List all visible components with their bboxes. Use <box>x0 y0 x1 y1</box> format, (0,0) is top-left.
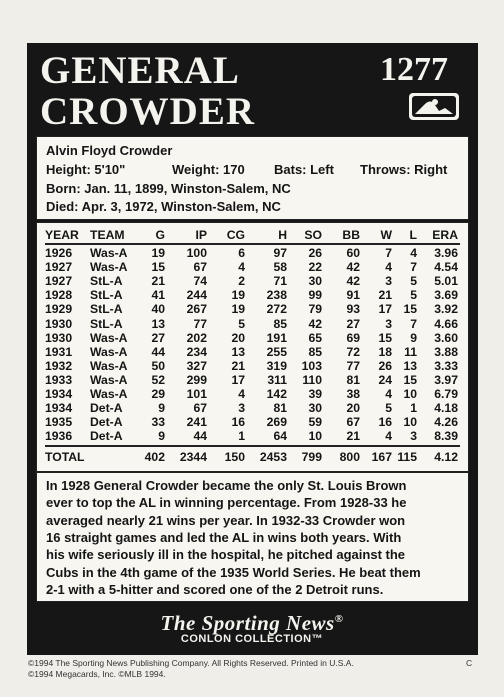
stat-cell: 5.01 <box>434 274 458 289</box>
bio-panel <box>36 136 469 220</box>
stat-cell: 402 <box>144 450 165 464</box>
collection-name: CONLON COLLECTION™ <box>180 633 324 645</box>
stat-cell: 1930 <box>45 330 73 345</box>
stat-cell: 15 <box>403 302 417 317</box>
stat-cell: IP <box>195 228 207 242</box>
summary-line: In 1928 General Crowder became the only St. Louis Brown <box>46 478 407 493</box>
stat-cell: 81 <box>273 401 287 416</box>
table-row <box>37 373 468 387</box>
stat-cell: Det-A <box>90 415 123 430</box>
stat-cell: 3.88 <box>434 344 458 359</box>
stat-cell: 9 <box>158 401 165 416</box>
brand-logo <box>0 608 504 634</box>
stat-cell: 69 <box>346 330 360 345</box>
stat-cell: 15 <box>151 260 165 275</box>
stat-cell: 18 <box>378 344 392 359</box>
stat-cell: 3 <box>385 316 392 331</box>
stat-cell: 1929 <box>45 302 73 317</box>
summary-line: averaged nearly 21 wins per year. In 1932-33 Crowder won <box>46 512 406 528</box>
stat-cell: 1936 <box>45 429 73 444</box>
stat-cell: 269 <box>266 415 287 430</box>
stat-cell: 1931 <box>45 344 73 359</box>
stat-cell: 150 <box>224 450 245 464</box>
summary-line: ever to top the AL in winning percentage. From 1928-33 he <box>46 495 407 511</box>
table-row <box>37 415 468 429</box>
stats-divider <box>45 243 460 245</box>
stat-cell: 1930 <box>45 316 73 331</box>
stat-cell: 4.12 <box>434 450 458 464</box>
stat-cell: 238 <box>266 288 287 303</box>
stat-cell: 1935 <box>45 415 73 430</box>
stat-cell: 244 <box>186 288 207 303</box>
died-value: Died: Apr. 3, 1972, Winston-Salem, NC <box>46 199 281 214</box>
stat-cell: 19 <box>231 288 245 303</box>
stat-cell: 52 <box>151 372 165 387</box>
stat-cell: L <box>409 228 417 242</box>
corner-code: C <box>466 658 473 668</box>
stat-cell: 142 <box>266 387 287 401</box>
copyright-line-2: ©1994 Megacards, Inc. ©MLB 1994. <box>28 669 166 679</box>
stat-cell: 7 <box>410 260 417 275</box>
stats-table <box>36 222 469 472</box>
stat-cell: 33 <box>151 415 165 430</box>
stat-cell: 21 <box>231 358 245 373</box>
stat-cell: 6 <box>238 246 245 260</box>
stat-cell: 39 <box>308 387 322 401</box>
career-summary <box>36 472 469 602</box>
stat-cell: 99 <box>308 288 322 303</box>
stat-cell: W <box>380 228 392 242</box>
stat-cell: 21 <box>346 429 360 444</box>
stat-cell: 115 <box>397 450 417 464</box>
summary-line: his wife seriously ill in the hospital, he pitched against the <box>46 547 406 563</box>
table-row <box>37 302 468 316</box>
stat-cell: 4 <box>385 387 392 401</box>
stat-cell: 191 <box>266 330 287 345</box>
stats-divider <box>45 445 460 447</box>
stat-cell: 8.39 <box>434 429 458 444</box>
copyright-line-1: ©1994 The Sporting News Publishing Company. All Rights Reserved. Printed in U.S.A. <box>28 658 354 668</box>
bio-measurements-row <box>46 162 466 178</box>
stat-cell: 3 <box>238 401 245 416</box>
stat-cell: 4 <box>238 387 245 401</box>
stat-cell: 85 <box>273 316 287 331</box>
table-row <box>37 429 468 443</box>
stat-cell: H <box>278 228 287 242</box>
stat-cell: Was-A <box>90 246 128 260</box>
height-value: Height: 5'10" <box>46 162 126 177</box>
stat-cell: 4 <box>385 429 392 444</box>
stat-cell: 59 <box>308 415 322 430</box>
stat-cell: 20 <box>346 401 360 416</box>
stat-cell: 3 <box>410 429 417 444</box>
stat-cell: 41 <box>151 288 165 303</box>
stat-cell: YEAR <box>45 228 79 242</box>
player-name-line2: CROWDER <box>40 90 256 133</box>
stat-cell: 17 <box>231 372 245 387</box>
stat-cell: 4.54 <box>434 260 458 275</box>
stat-cell: 800 <box>339 450 360 464</box>
stat-cell: 21 <box>378 288 392 303</box>
brand-name: The Sporting News <box>160 611 335 635</box>
stat-cell: TEAM <box>90 228 125 242</box>
stat-cell: 327 <box>186 358 207 373</box>
stat-cell: 4 <box>410 246 417 260</box>
stat-cell: 1927 <box>45 260 73 275</box>
stat-cell: StL-A <box>90 302 123 317</box>
stat-cell: 40 <box>151 302 165 317</box>
stat-cell: 234 <box>186 344 207 359</box>
table-row <box>37 331 468 345</box>
stat-cell: 1933 <box>45 372 73 387</box>
stat-cell: 15 <box>403 372 417 387</box>
stat-cell: 799 <box>301 450 322 464</box>
stat-cell: 1 <box>410 401 417 416</box>
stat-cell: 2453 <box>259 450 287 464</box>
full-name: Alvin Floyd Crowder <box>46 143 173 158</box>
stat-cell: 10 <box>403 415 417 430</box>
stat-cell: 13 <box>151 316 165 331</box>
stat-cell: 71 <box>273 274 287 289</box>
stat-cell: 7 <box>410 316 417 331</box>
stat-cell: 22 <box>308 260 322 275</box>
stat-cell: 272 <box>266 302 287 317</box>
stat-cell: 10 <box>403 387 417 401</box>
stat-cell: 1927 <box>45 274 73 289</box>
stat-cell: 319 <box>266 358 287 373</box>
stats-header-row <box>37 228 468 242</box>
stat-cell: 13 <box>403 358 417 373</box>
throws-value: Throws: Right <box>360 162 448 177</box>
stat-cell: 58 <box>273 260 287 275</box>
born-value: Born: Jan. 11, 1899, Winston-Salem, NC <box>46 181 291 196</box>
table-row <box>37 359 468 373</box>
stat-cell: Det-A <box>90 429 123 444</box>
stat-cell: 202 <box>186 330 207 345</box>
bats-value: Bats: Left <box>274 162 334 177</box>
stat-cell: 267 <box>186 302 207 317</box>
stat-cell: 42 <box>308 316 322 331</box>
stat-cell: BB <box>342 228 360 242</box>
stat-cell: 44 <box>193 429 207 444</box>
stat-cell: 9 <box>410 330 417 345</box>
stat-cell: 24 <box>378 372 392 387</box>
stat-cell: 1934 <box>45 387 73 401</box>
stat-cell: 7 <box>385 246 392 260</box>
table-row <box>37 401 468 415</box>
stat-cell: StL-A <box>90 288 123 303</box>
stat-cell: 38 <box>346 387 360 401</box>
stat-cell: 27 <box>346 316 360 331</box>
stat-cell: 67 <box>193 260 207 275</box>
stat-cell: 77 <box>193 316 207 331</box>
stat-cell: 81 <box>346 372 360 387</box>
stat-cell: 72 <box>346 344 360 359</box>
stat-cell: 110 <box>302 372 322 387</box>
stat-cell: StL-A <box>90 316 123 331</box>
stat-cell: 15 <box>378 330 392 345</box>
stat-cell: 6.79 <box>434 387 458 401</box>
stat-cell: 19 <box>231 302 245 317</box>
stat-cell: 50 <box>151 358 165 373</box>
table-row <box>37 288 468 302</box>
stat-cell: StL-A <box>90 274 123 289</box>
stat-cell: 3.69 <box>434 288 458 303</box>
stat-cell: 27 <box>151 330 165 345</box>
stat-cell: 20 <box>231 330 245 345</box>
stat-cell: 13 <box>231 344 245 359</box>
stat-cell: 311 <box>267 372 287 387</box>
stat-cell: 100 <box>186 246 207 260</box>
stat-cell: 2 <box>238 274 245 289</box>
stat-cell: 65 <box>308 330 322 345</box>
stat-cell: 85 <box>308 344 322 359</box>
registered-mark: ® <box>334 613 344 625</box>
stat-cell: 4.18 <box>434 401 458 416</box>
stat-cell: 64 <box>273 429 287 444</box>
stat-cell: 42 <box>346 274 360 289</box>
stat-cell: ERA <box>432 228 458 242</box>
stat-cell: Was-A <box>90 260 128 275</box>
card-number: 1277 <box>380 51 448 88</box>
table-row <box>37 260 468 274</box>
stat-cell: 67 <box>346 415 360 430</box>
stat-cell: 4.66 <box>434 316 458 331</box>
table-row <box>37 345 468 359</box>
stat-cell: 16 <box>378 415 392 430</box>
stat-cell: 44 <box>151 344 165 359</box>
stat-cell: 5 <box>410 288 417 303</box>
stat-cell: 5 <box>238 316 245 331</box>
stat-cell: 1926 <box>45 246 73 260</box>
stat-cell: 1932 <box>45 358 73 373</box>
stat-cell: 3.60 <box>434 330 458 345</box>
stat-cell: 19 <box>151 246 165 260</box>
stat-cell: 3 <box>385 274 392 289</box>
stat-cell: 3.92 <box>434 302 458 317</box>
stat-cell: 299 <box>186 372 207 387</box>
stat-cell: SO <box>304 228 322 242</box>
stat-cell: 1928 <box>45 288 73 303</box>
stat-cell: 1 <box>238 429 245 444</box>
mlb-logo-icon <box>409 93 459 120</box>
summary-line: Cubs in the 4th game of the 1935 World Series. He beat them <box>46 564 421 580</box>
stat-cell: CG <box>226 228 245 242</box>
table-row <box>37 274 468 288</box>
stat-cell: 241 <box>186 415 207 430</box>
stat-cell: 11 <box>404 344 417 359</box>
stat-cell: 5 <box>410 274 417 289</box>
stat-cell: Was-A <box>90 387 128 401</box>
stat-cell: 91 <box>346 288 360 303</box>
stat-cell: 101 <box>186 387 207 401</box>
stat-cell: Was-A <box>90 372 128 387</box>
stat-cell: 21 <box>151 274 165 289</box>
stat-cell: 2344 <box>179 450 207 464</box>
stat-cell: Det-A <box>90 401 123 416</box>
summary-line: 16 straight games and led the AL in wins both years. With <box>46 529 402 545</box>
player-name-line1: GENERAL <box>40 49 240 92</box>
stat-cell: 93 <box>346 302 360 317</box>
stat-cell: 255 <box>266 344 287 359</box>
stat-cell: 167 <box>371 450 392 464</box>
stat-cell: 74 <box>193 274 207 289</box>
stat-cell: 3.96 <box>434 246 458 260</box>
stat-cell: 26 <box>308 246 322 260</box>
stat-cell: 4 <box>385 260 392 275</box>
stat-cell: G <box>155 228 165 242</box>
stat-cell: 26 <box>378 358 392 373</box>
stat-cell: 29 <box>151 387 165 401</box>
stat-cell: 79 <box>308 302 322 317</box>
stat-cell: 60 <box>346 246 360 260</box>
stat-cell: 97 <box>273 246 287 260</box>
player-name <box>40 50 255 132</box>
stat-cell: 16 <box>231 415 245 430</box>
stat-cell: Was-A <box>90 358 128 373</box>
stat-cell: 3.97 <box>434 372 458 387</box>
stat-cell: 10 <box>308 429 322 444</box>
stat-cell: 9 <box>158 429 165 444</box>
table-row <box>37 387 468 401</box>
stat-cell: Was-A <box>90 344 128 359</box>
stat-cell: 67 <box>193 401 207 416</box>
stat-cell: 5 <box>385 401 392 416</box>
stat-cell: 4 <box>238 260 245 275</box>
stat-cell: TOTAL <box>45 450 85 464</box>
stat-cell: 17 <box>378 302 392 317</box>
stat-cell: Was-A <box>90 330 128 345</box>
stat-cell: 42 <box>346 260 360 275</box>
table-row <box>37 317 468 331</box>
stat-cell: 30 <box>308 274 322 289</box>
stat-cell: 77 <box>346 358 360 373</box>
stat-cell: 30 <box>308 401 322 416</box>
stats-total-row <box>37 450 468 464</box>
stat-cell: 103 <box>301 358 322 373</box>
stat-cell: 3.33 <box>434 358 458 373</box>
stat-cell: 1934 <box>45 401 73 416</box>
weight-value: Weight: 170 <box>172 162 245 177</box>
table-row <box>37 246 468 260</box>
stat-cell: 4.26 <box>434 415 458 430</box>
summary-line: 2-1 with a 5-hitter and scored one of the 2 Detroit runs. <box>46 581 384 597</box>
